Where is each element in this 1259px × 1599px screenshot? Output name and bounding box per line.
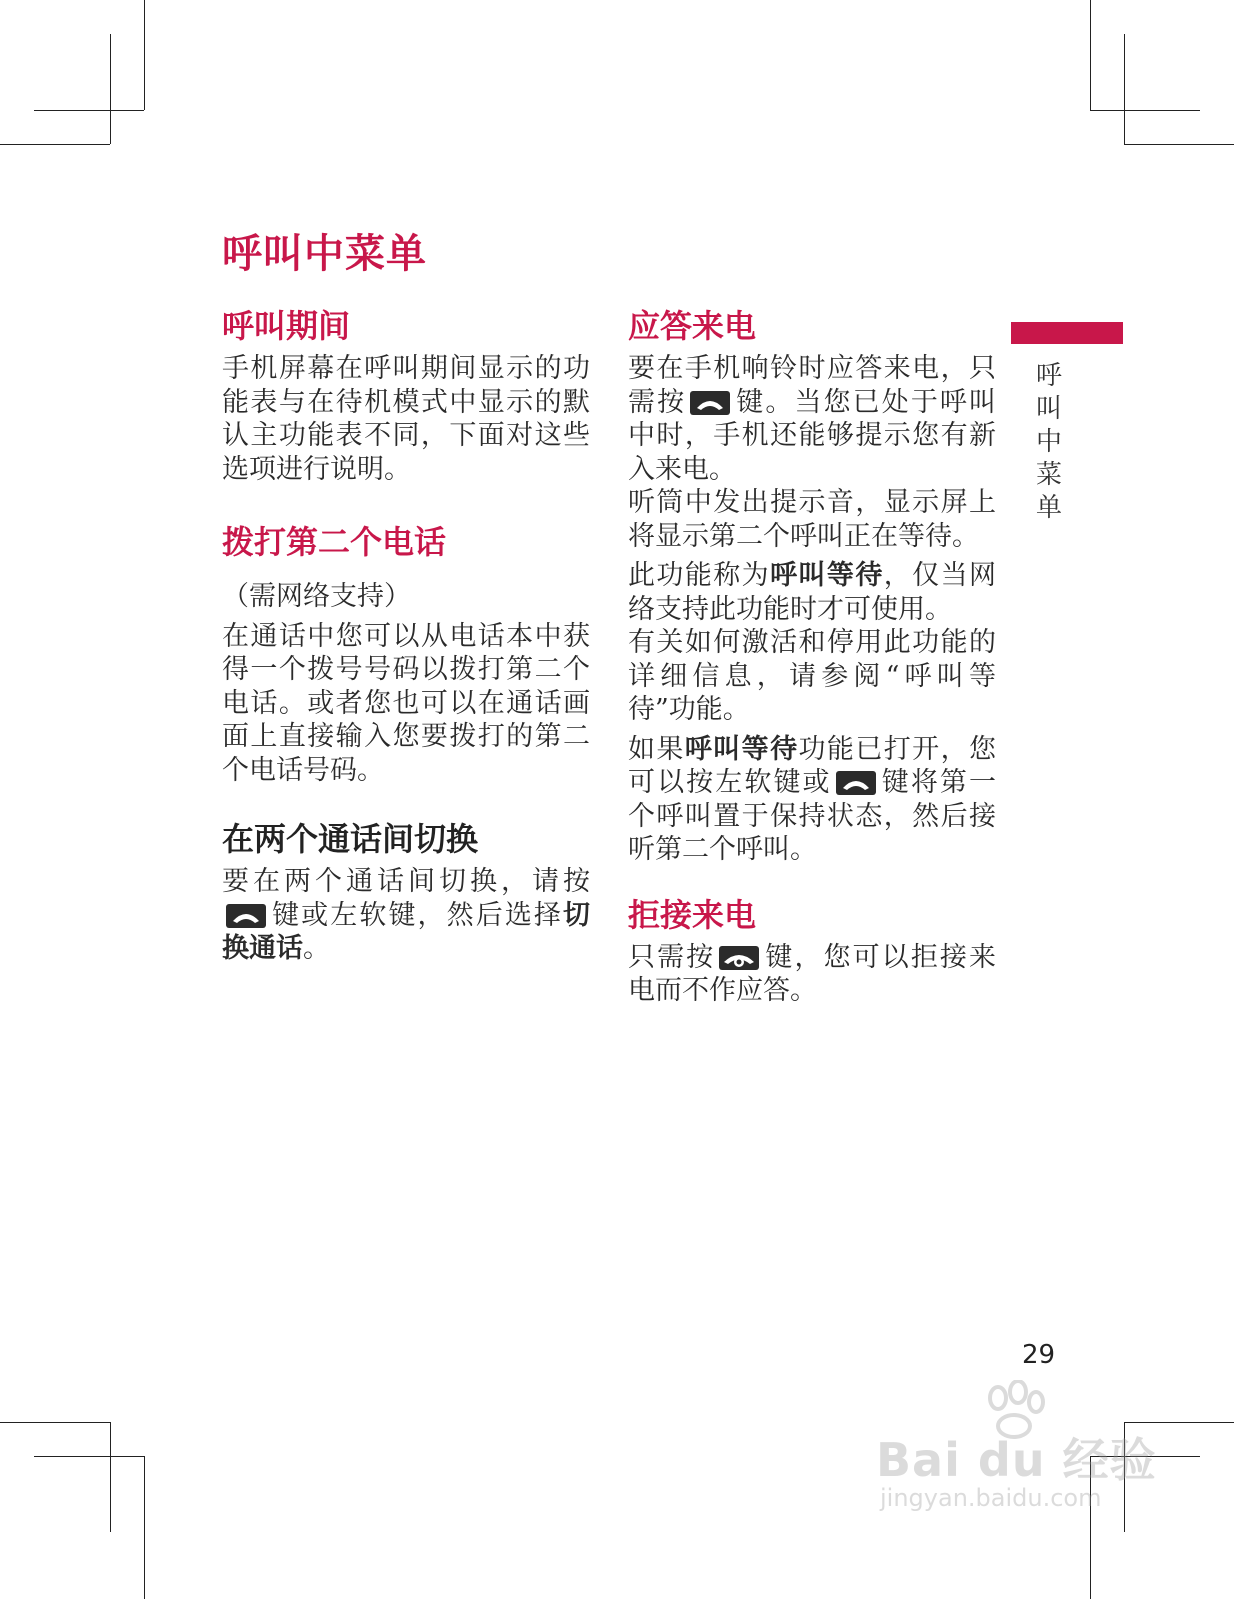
text-fragment: 此功能称为: [628, 560, 771, 591]
send-key-icon: [690, 391, 730, 415]
watermark-url: jingyan.baidu.com: [880, 1484, 1102, 1512]
text-fragment: 要在手机响铃时应答来电，只需按: [628, 353, 996, 418]
crop-mark: [34, 110, 144, 111]
paragraph: [628, 733, 996, 867]
side-tab-char: 单: [1035, 493, 1062, 523]
section-during-call: [222, 304, 590, 486]
paragraph: 有关如何激活和停用此功能的详细信息，请参阅“呼叫等待”功能。: [628, 627, 996, 725]
text-fragment: 要在两个通话间切换，请按: [222, 866, 590, 897]
paragraph: [628, 352, 996, 486]
right-column: [628, 304, 996, 1034]
crop-mark: [0, 1422, 110, 1423]
send-key-icon: [226, 904, 266, 928]
crop-mark: [110, 34, 111, 144]
crop-mark: [1124, 34, 1125, 144]
feature-name: 呼叫等待: [684, 733, 799, 765]
section-switch-calls: [222, 817, 590, 966]
section-body: [628, 941, 996, 1008]
crop-mark: [1090, 110, 1200, 111]
left-column: [222, 304, 590, 992]
baidu-watermark: [876, 1380, 1166, 1520]
section-heading: 呼叫期间: [222, 307, 351, 345]
section-body: 手机屏幕在呼叫期间显示的功能表与在待机模式中显示的默认主功能表不同，下面对这些选项进行说明。: [222, 353, 590, 485]
section-body: [222, 865, 590, 966]
text-fragment: 键将第一个呼叫置于保持状态，然后接听第二个呼叫。: [628, 767, 997, 865]
side-tab-char: 呼: [1035, 361, 1062, 391]
section-answer-call: [628, 304, 996, 867]
page-number: 29: [1022, 1340, 1056, 1370]
side-tab-bar: [1011, 322, 1123, 344]
watermark-brand: Bai du 经验: [876, 1433, 1157, 1487]
section-heading: 拒接来电: [628, 895, 757, 934]
text-fragment: 键。当您已处于呼叫中时，手机还能够提示您有新入来电。: [628, 386, 997, 485]
crop-mark: [34, 1456, 144, 1457]
end-key-icon: [719, 946, 759, 970]
side-tab-char: 叫: [1035, 394, 1062, 424]
crop-mark: [144, 1456, 145, 1599]
side-tab-char: 菜: [1035, 460, 1062, 490]
feature-name: 呼叫等待: [770, 560, 884, 591]
section-heading: 在两个通话间切换: [222, 820, 479, 858]
text-fragment: 键，您可以拒接来电而不作应答。: [628, 941, 997, 1006]
crop-mark: [0, 144, 110, 145]
section-heading: 应答来电: [628, 307, 757, 345]
section-reject-call: [628, 893, 996, 1008]
page-title: 呼叫中菜单: [222, 231, 427, 277]
network-note: （需网络支持）: [222, 581, 411, 612]
section-second-call: [222, 520, 590, 787]
paragraph: [628, 559, 996, 626]
text-fragment: 。: [303, 933, 330, 964]
side-tab-label: [1034, 360, 1064, 525]
crop-mark: [1090, 0, 1091, 110]
text-fragment: ，仅当网络支持此功能时才可使用。: [628, 560, 997, 625]
text-fragment: 功能已打开，您可以按左软键或: [628, 733, 997, 798]
paragraph: 听筒中发出提示音，显示屏上将显示第二个呼叫正在等待。: [628, 487, 996, 552]
crop-mark: [144, 0, 145, 110]
text-fragment: 键或左软键，然后选择: [270, 899, 563, 931]
text-fragment: 如果: [628, 733, 685, 765]
text-fragment: 只需按: [628, 941, 716, 973]
menu-option: 切换通话: [222, 899, 590, 964]
section-body: 在通话中您可以从电话本中获得一个拨号号码以拨打第二个电话。或者您也可以在通话画面上直接输入您要拨打的第二个电话号码。: [222, 620, 590, 786]
crop-mark: [110, 1422, 111, 1532]
crop-mark: [1124, 144, 1234, 145]
side-tab-char: 中: [1035, 427, 1062, 457]
section-heading: 拨打第二个电话: [222, 523, 447, 561]
send-key-icon: [836, 771, 876, 795]
